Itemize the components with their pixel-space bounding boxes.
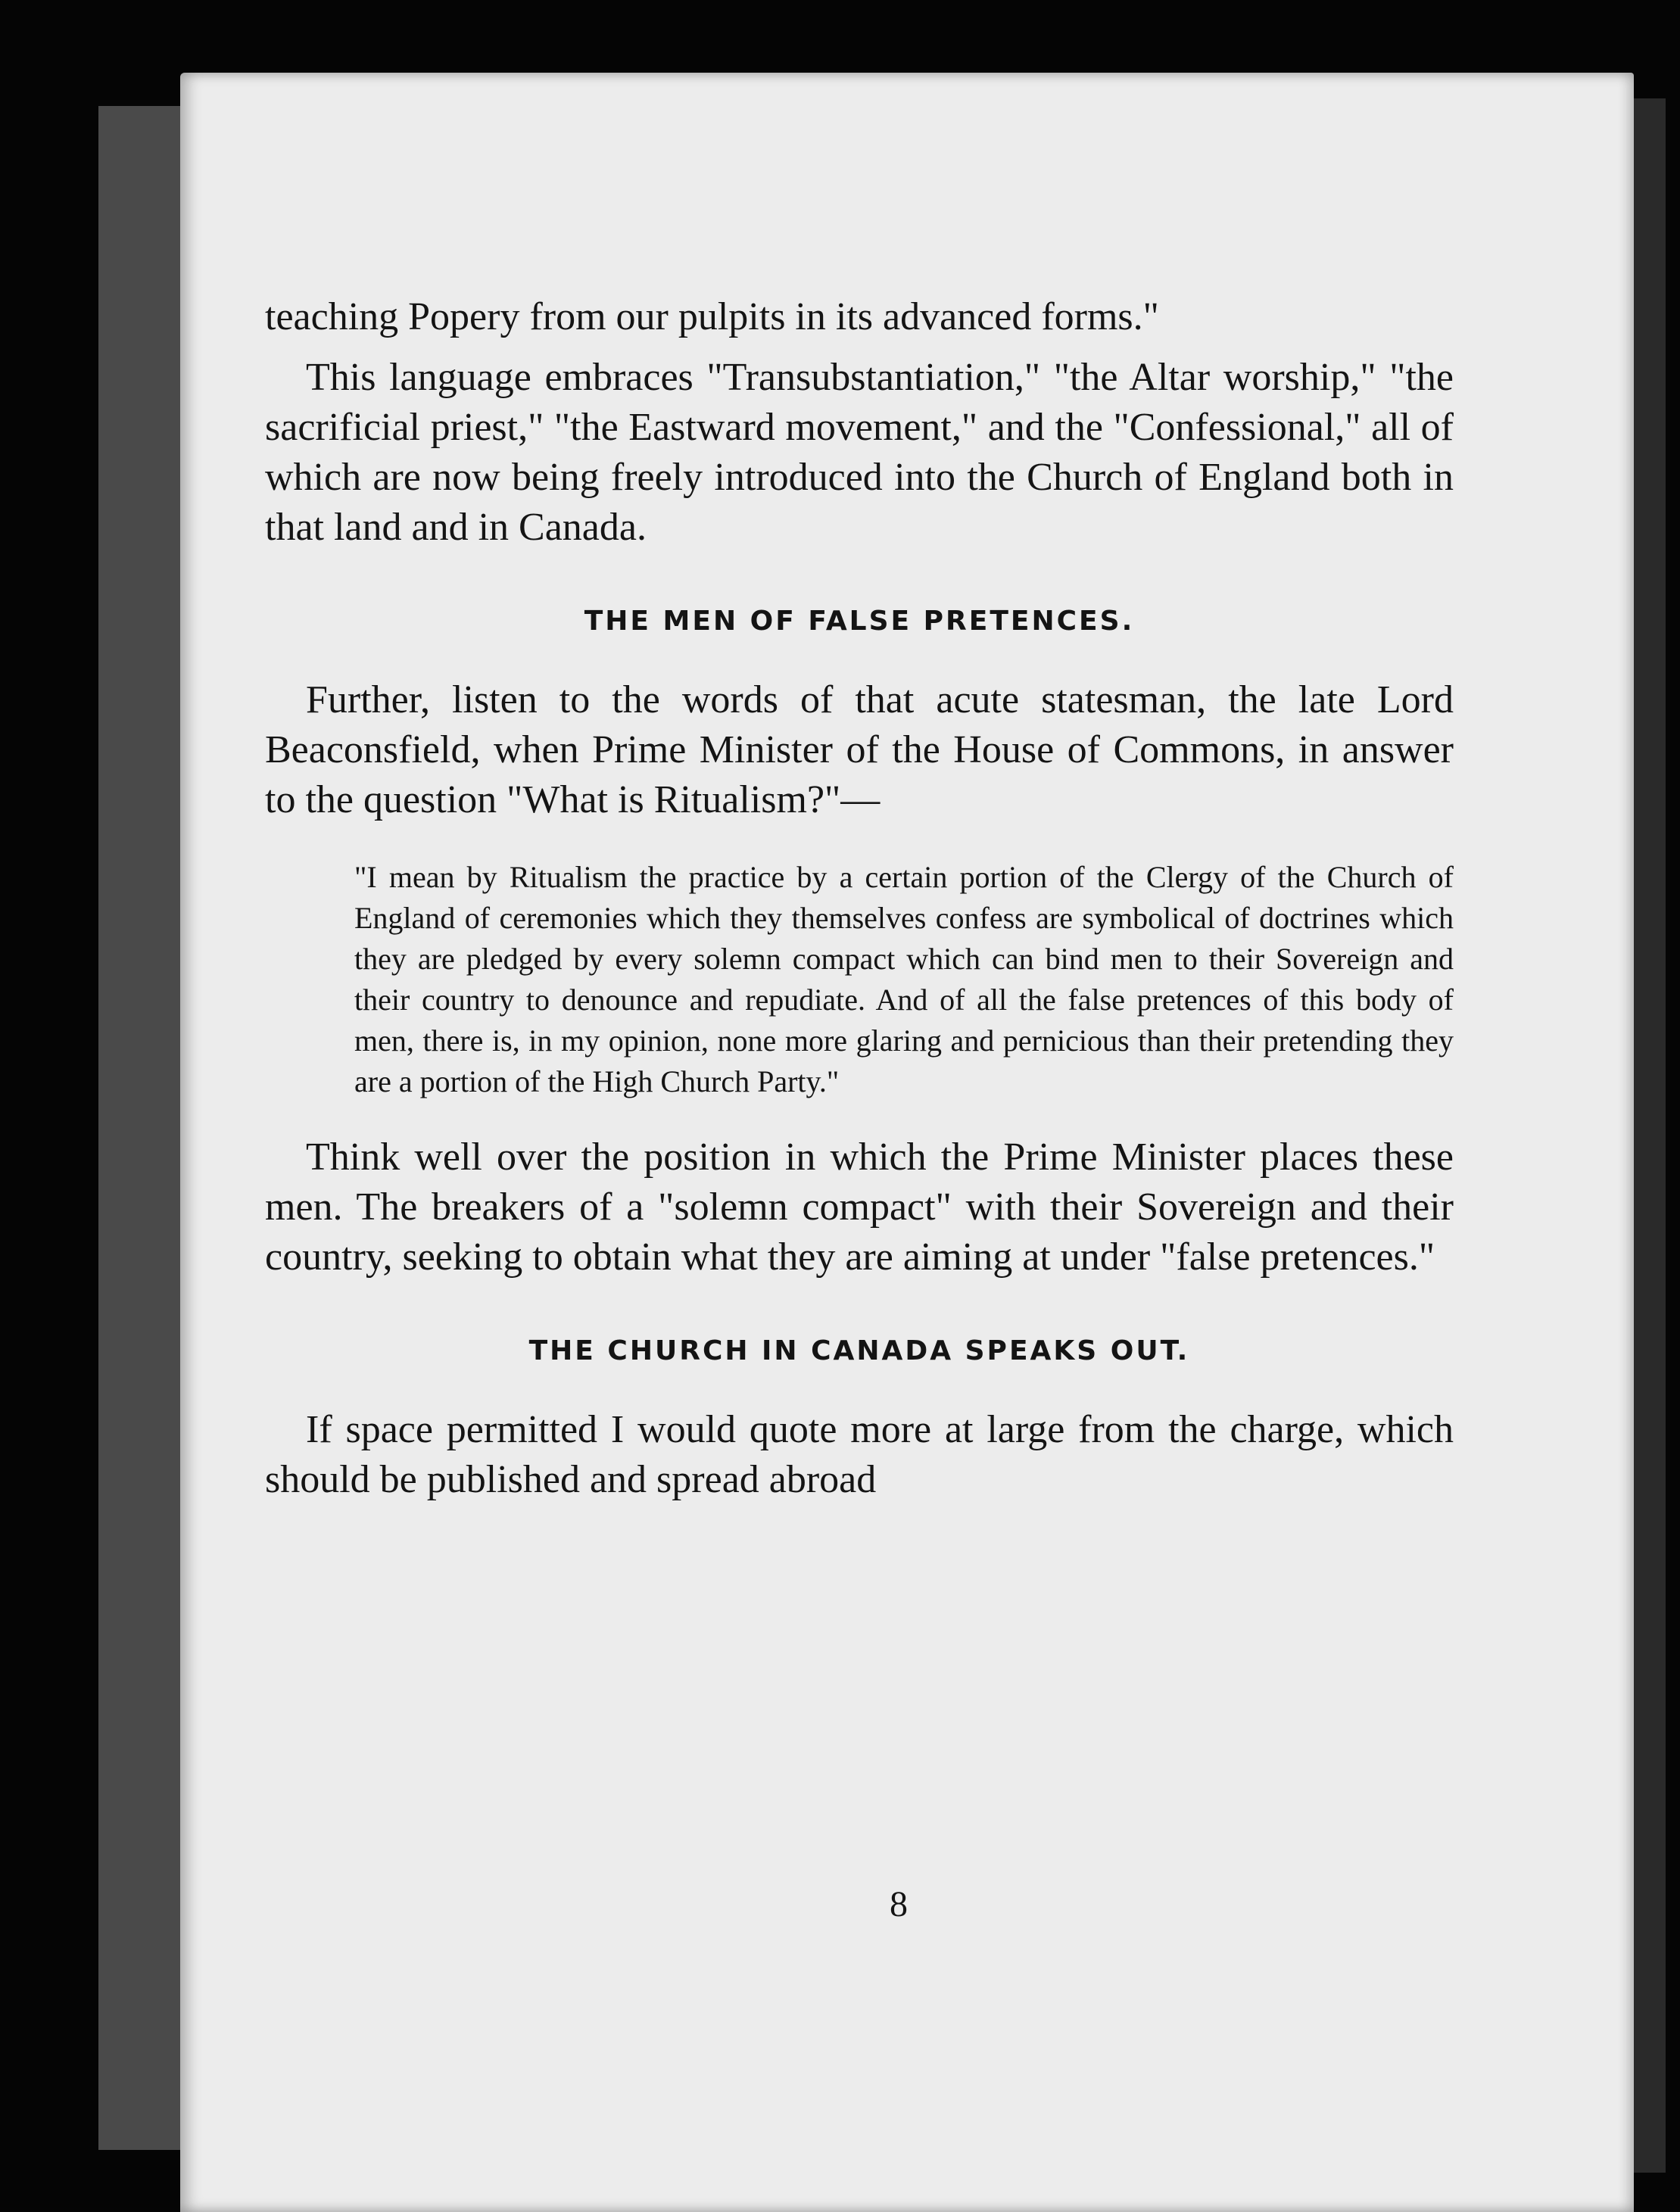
page-number: 8 [890, 1884, 908, 1924]
paragraph-3: Further, listen to the words of that acute statesman, the late Lord Beaconsfield, when Prime Minister of the House of Commons, in answer to the question "What is Ritualism?"— [265, 678, 1454, 821]
section-heading-false-pretences: THE MEN OF FALSE PRETENCES. [584, 606, 1135, 637]
paragraph-5: If space permitted I would quote more at large from the charge, which should be published and spread abroad [265, 1408, 1454, 1501]
paragraph-4: Think well over the position in which the Prime Minister places these men. The breakers of a "solemn compact" with their Sovereign and their country, seeking to obtain what they are aiming at under "false pretences." [265, 1136, 1454, 1279]
paragraph-1: teaching Popery from our pulpits in its advanced forms." [265, 295, 1159, 338]
paragraph-2: This language embraces "Transubstantiation," "the Altar worship," "the sacrificial priest," "the Eastward movement," and the "Confessional," all of which are now being freely introduced into the Church of England both in that land and in Canada. [265, 356, 1454, 549]
page-text [265, 292, 1454, 1505]
section-heading-church-canada: THE CHURCH IN CANADA SPEAKS OUT. [528, 1335, 1190, 1366]
scan-edge-left [98, 106, 185, 2150]
beaconsfield-quote: "I mean by Ritualism the practice by a certain portion of the Clergy of the Church of England of ceremonies which they themselves confess are symbolical of doctrines which they are pledged by every solemn compact which can bind men to their Sovereign and their country to denounce and repudiate. And of all the false pretences of this body of men, there is, in my opinion, none more glaring and pernicious than their pretending they are a portion of the High Church Party." [354, 860, 1454, 1098]
